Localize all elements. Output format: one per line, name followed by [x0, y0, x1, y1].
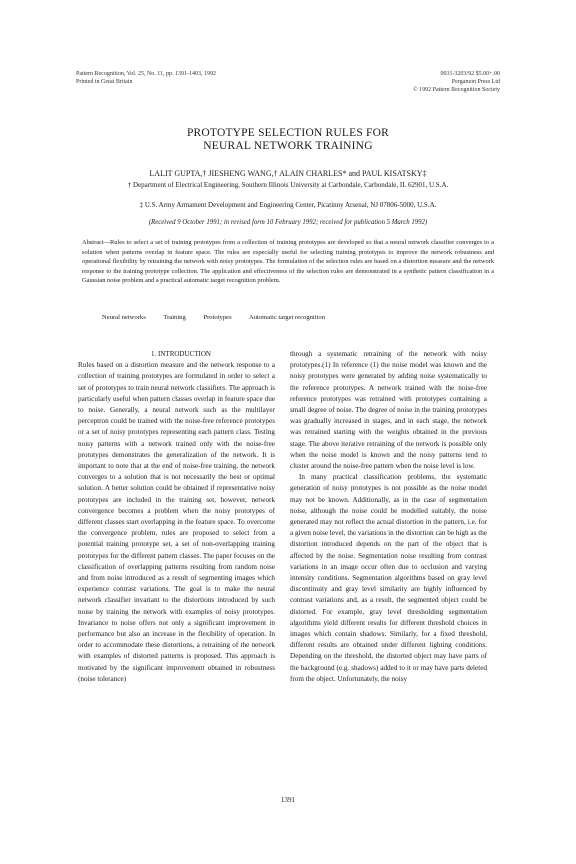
body-paragraph: through a systematic retraining of the network with noisy prototypes.(1) In reference (1) the noise model was known and the noisy prototypes were generated by adding noise systematically to the reference prototypes. A network trained with the noise-free reference prototypes was retrained with prototypes containing a small degree of noise. The degree of noise in the training prototypes was gradually increased in stages, and in each stage, the network was retrained starting with the weights obtained in the previous stage. The above iterative retraining of the network is possible only when the noise model is known and the noisy patterns tend to cluster around the noise-free pattern when the noise level is low.	[290, 350, 487, 471]
printed-in: Printed in Great Britain	[76, 79, 133, 85]
abstract	[82, 238, 494, 286]
copyright: © 1992 Pattern Recognition Society	[413, 87, 500, 93]
author-list: LALIT GUPTA,† JIESHENG WANG,† ALAIN CHARLES* and PAUL KISATSKY‡	[149, 169, 427, 178]
right-column	[290, 349, 487, 685]
abstract-label: Abstract	[82, 239, 104, 246]
keyword: Neural networks	[102, 314, 146, 321]
journal-header-left	[76, 70, 216, 86]
body-paragraph: Rules based on a distortion measure and the network response to a collection of training prototypes are formulated in order to select a set of prototypes to train neural network classifiers. The approach is particularly useful when pattern classes overlap in feature space due to noise. Generally, a neural network such as the multilayer perceptron could be trained with the noise-free reference prototypes or a set of noisy prototypes representing each pattern class. Testing noisy patterns with a network trained only with the noise-free prototypes demonstrates the generalization of the network. It is important to note that at the end of noise-free training, the network converges to a solution that is not necessarily the best or optimal solution. A better solution could be obtained if representative noisy prototypes are included in the training set, however, network convergence becomes a problem when the noisy prototypes of different classes start overlapping in the feature space. To overcome the convergence problem, rules are proposed to select from a potential training prototype set, a set of non-overlapping training prototypes for the different pattern classes. The paper focuses on the classification of overlapping patterns resulting from random noise and from noise introduced as a result of segmenting images which experience contrast variations. The goal is to make the neural network classifier invariant to the distortions introduced by such noise by training the network with examples of noisy prototypes. Invariance to noise offers not only a significant improvement in performance but also an increase in the flexibility of operation. In order to accommodate these distortions, a retraining of the network with examples of distorted patterns is proposed. This approach is motivated by the significant improvement obtained in robustness (noise tolerance)	[78, 361, 275, 683]
issn-price: 0031-3203/92 $5.00+.00	[440, 71, 500, 77]
affiliation-1: † Department of Electrical Engineering, Southern Illinois University at Carbondale, Carbondale, IL 62901, U.S.A.	[127, 181, 449, 189]
received-dates: (Received 9 October 1991; in revised form 10 February 1992; received for publication 5 March 1992)	[148, 219, 428, 226]
body-paragraph: In many practical classification problems, the systematic generation of noisy prototypes is not possible as the noise model may not be known. Additionally, as in the case of segmentation noise, although the noise could be modelled suitably, the noise generated may not reflect the actual distortion in the pattern, i.e. for a given noise level, the variations in the distortion can be high as the distortion introduced depends on the part of the object that is affected by the noise. Segmentation noise resulting from contrast variations in an image occur often due to occlusion and varying intensity conditions. Segmentation algorithms based on gray level discontinuity and gray level similarity are highly influenced by contrast variations and, as a result, the segmented object could be distorted. For example, gray level thresholding segmentation algorithms yield different results for different threshold choices in images which contain shadows. Similarly, for a fixed threshold, different results are obtained under different lighting conditions. Depending on the threshold, the distorted object may have parts of the background (e.g. shadows) added to it or may have parts deleted from the object. Unfortunately, the noisy	[290, 473, 487, 683]
section-heading: 1. INTRODUCTION	[151, 350, 211, 358]
keyword: Automatic target recognition	[248, 314, 326, 321]
keyword: Prototypes	[203, 314, 232, 321]
left-column	[78, 349, 275, 685]
page-number: 1391	[280, 796, 296, 804]
journal-header-right	[413, 70, 500, 94]
keywords	[102, 314, 482, 321]
affiliation-2: ‡ U.S. Army Armament Development and Engineering Center, Picatinny Arsenal, NJ 07806-5000, U.S.A.	[139, 201, 437, 209]
title-line-1: PROTOTYPE SELECTION RULES FOR	[186, 127, 390, 139]
title-line-2: NEURAL NETWORK TRAINING	[203, 140, 373, 152]
publisher: Pergamon Press Ltd	[451, 79, 500, 85]
paper-title	[0, 127, 576, 153]
keyword: Training	[163, 314, 186, 321]
abstract-text: —Rules to select a set of training prototypes from a collection of training prototypes are developed so that a neural network classifier converges to a solution when patterns overlap in feature space. The rules are especially useful for selecting training prototypes to improve the network robustness and operational flexibility by retraining the network with noisy prototypes. The formulation of the selection rules are based on a distortion measure and the network response to the training prototype collection. The application and effectiveness of the selection rules are demonstrated in a synthetic pattern classification in a Gaussian noise problem and a practical automatic target recognition problem.	[82, 239, 494, 284]
journal-citation: Pattern Recognition, Vol. 25, No. 11, pp. 1391-1403, 1992	[76, 71, 217, 77]
